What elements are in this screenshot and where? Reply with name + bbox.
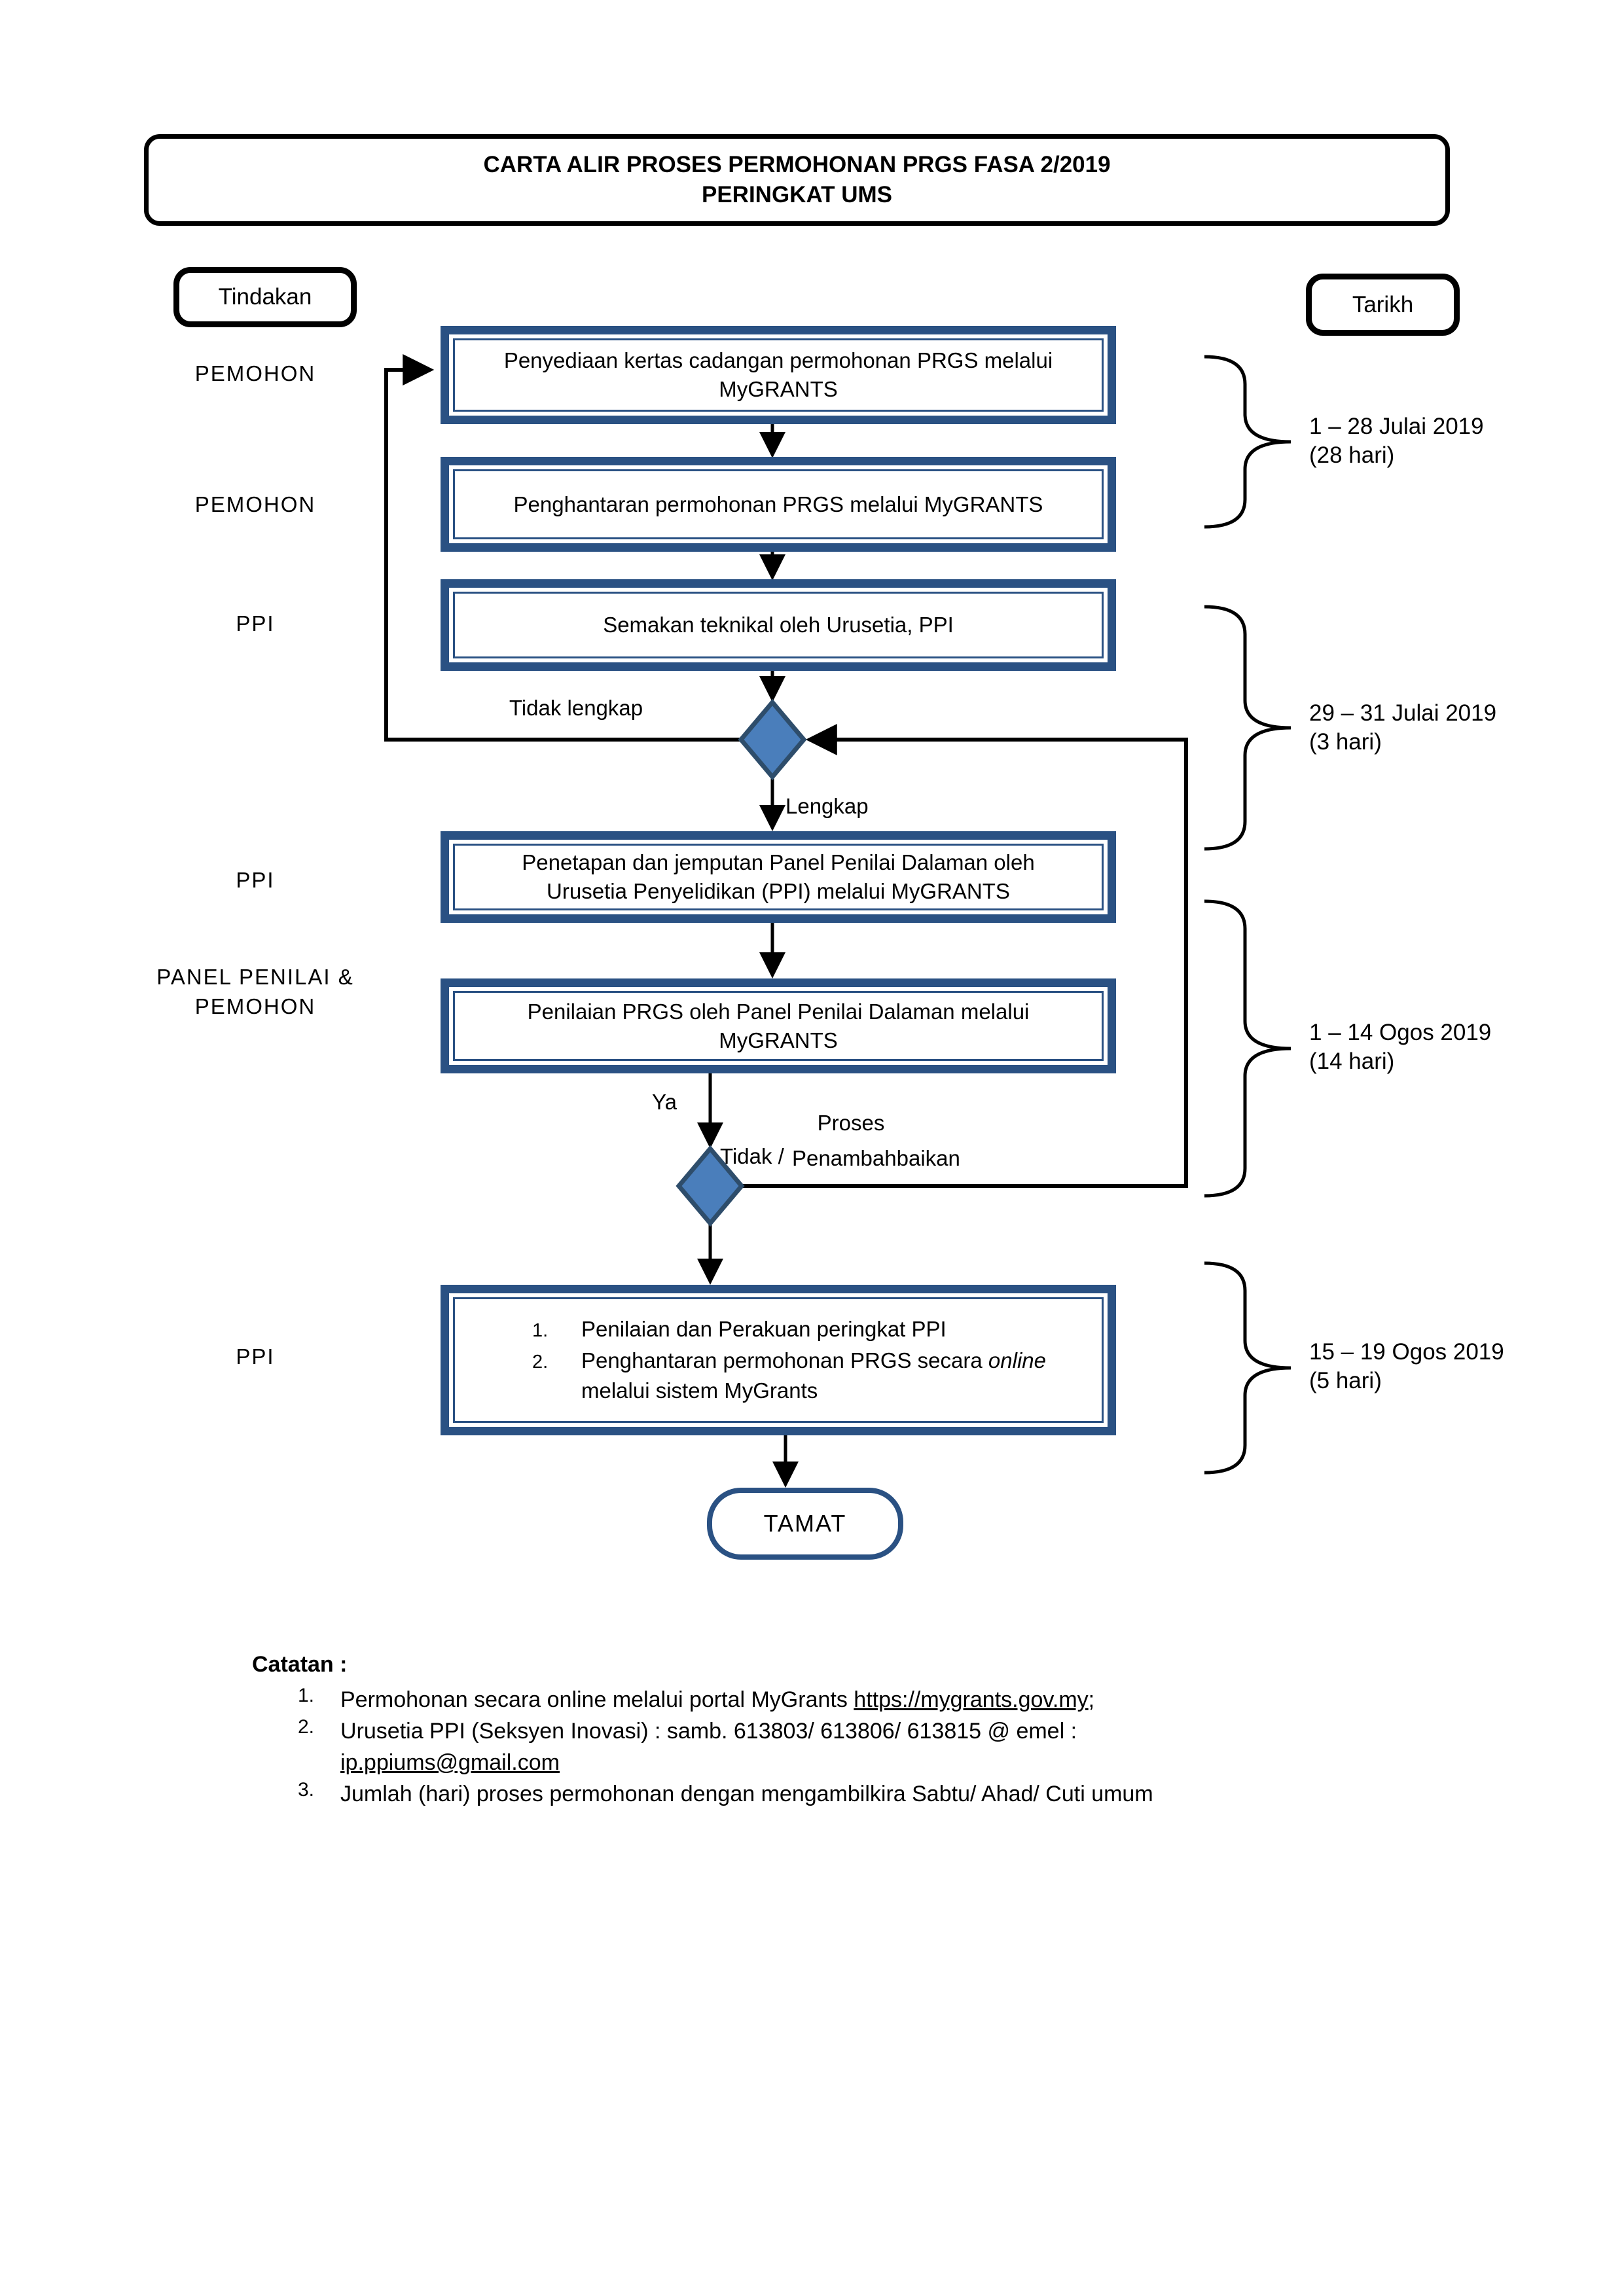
list-item-2-text bbox=[581, 1346, 1108, 1406]
step4-line1: Penetapan dan jemputan Panel Penilai Dalaman oleh bbox=[522, 850, 1035, 874]
note-2-text: Urusetia PPI (Seksyen Inovasi) : samb. 613803/ 613806/ 613815 @ emel : bbox=[340, 1719, 1077, 1744]
actor-panel-penilai-line2: PEMOHON bbox=[194, 994, 316, 1018]
note-1-text bbox=[340, 1685, 1420, 1715]
list-item-1 bbox=[532, 1314, 1108, 1346]
label-lengkap: Lengkap bbox=[785, 794, 869, 818]
actor-ppi-3: PPI bbox=[236, 1344, 275, 1369]
note-3-text: Jumlah (hari) proses permohonan dengan mengambilkira Sabtu/ Ahad/ Cuti umum bbox=[340, 1782, 1153, 1806]
label-penambahbaikan: Penambahbaikan bbox=[792, 1146, 960, 1170]
note-2-link-line bbox=[340, 1748, 1420, 1778]
date-range-3-duration: (14 hari) bbox=[1309, 1049, 1395, 1074]
date-range-4-range: 15 – 19 Ogos 2019 bbox=[1309, 1339, 1504, 1365]
step5-line1: Penilaian PRGS oleh Panel Penilai Dalaman melalui bbox=[527, 999, 1030, 1024]
actor-pemohon-2: PEMOHON bbox=[194, 492, 316, 516]
chart-title-box bbox=[144, 134, 1450, 226]
step4-line2: Urusetia Penyelidikan (PPI) melalui MyGRANTS bbox=[547, 879, 1010, 903]
date-range-4 bbox=[1309, 1338, 1591, 1395]
list-item-1-number: 1. bbox=[532, 1320, 549, 1341]
step-box-perakuan-list bbox=[441, 1285, 1116, 1435]
date-range-2 bbox=[1309, 699, 1591, 757]
date-range-3 bbox=[1309, 1018, 1591, 1076]
step5-line2: MyGRANTS bbox=[719, 1028, 838, 1052]
chart-title-line1: CARTA ALIR PROSES PERMOHONAN PRGS FASA 2/2019 bbox=[483, 152, 1111, 177]
date-range-1-duration: (28 hari) bbox=[1309, 442, 1395, 468]
label-proses: Proses bbox=[817, 1111, 885, 1135]
list-item-2 bbox=[532, 1346, 1108, 1406]
brace-date-4 bbox=[1204, 1263, 1291, 1473]
column-header-tarikh bbox=[1306, 274, 1460, 336]
step-box-penyediaan bbox=[441, 326, 1116, 424]
step3-line1: Semakan teknikal oleh Urusetia, PPI bbox=[603, 613, 954, 637]
brace-date-1 bbox=[1204, 357, 1291, 527]
date-range-3-range: 1 – 14 Ogos 2019 bbox=[1309, 1020, 1492, 1045]
terminal-tamat bbox=[707, 1488, 903, 1560]
actor-pemohon-1: PEMOHON bbox=[194, 361, 316, 386]
decision-diamond-1 bbox=[741, 702, 804, 777]
list-item-1-text: Penilaian dan Perakuan peringkat PPI bbox=[581, 1317, 947, 1341]
list-item-2-pre: Penghantaran permohonan PRGS secara bbox=[581, 1348, 988, 1372]
step2-line1: Penghantaran permohonan PRGS melalui MyGRANTS bbox=[513, 492, 1043, 516]
actor-panel-penilai-line1: PANEL PENILAI & bbox=[156, 965, 354, 989]
step-box-semakan bbox=[441, 579, 1116, 671]
date-range-2-duration: (3 hari) bbox=[1309, 729, 1382, 755]
notes-heading: Catatan : bbox=[252, 1652, 348, 1677]
brace-date-3 bbox=[1204, 901, 1291, 1196]
label-tidak: Tidak / bbox=[720, 1144, 784, 1168]
step-box-penghantaran bbox=[441, 457, 1116, 552]
note-1-link[interactable]: https://mygrants.gov.my bbox=[854, 1687, 1089, 1712]
note-1-number: 1. bbox=[298, 1685, 315, 1706]
note-1-pre: Permohonan secara online melalui portal MyGrants bbox=[340, 1687, 854, 1712]
date-range-1 bbox=[1309, 412, 1591, 470]
label-tidak-lengkap: Tidak lengkap bbox=[509, 696, 643, 720]
note-2-number: 2. bbox=[298, 1716, 315, 1738]
note-3-number: 3. bbox=[298, 1779, 315, 1801]
tarikh-label: Tarikh bbox=[1352, 291, 1414, 317]
actor-ppi-2: PPI bbox=[236, 868, 275, 892]
step-box-penilaian bbox=[441, 978, 1116, 1073]
date-range-4-duration: (5 hari) bbox=[1309, 1368, 1382, 1393]
step-box-penetapan bbox=[441, 831, 1116, 923]
column-header-tindakan bbox=[173, 267, 357, 327]
feedback-tidak-lengkap-line bbox=[386, 370, 741, 740]
list-item-2-number: 2. bbox=[532, 1352, 549, 1372]
brace-date-2 bbox=[1204, 607, 1291, 849]
step1-line1: Penyediaan kertas cadangan permohonan PRGS melalui bbox=[503, 348, 1053, 372]
chart-title-line2: PERINGKAT UMS bbox=[701, 182, 893, 207]
list-item-2-online: online bbox=[988, 1348, 1046, 1372]
label-ya: Ya bbox=[652, 1090, 677, 1114]
actor-ppi-1: PPI bbox=[236, 611, 275, 636]
date-range-2-range: 29 – 31 Julai 2019 bbox=[1309, 700, 1497, 726]
tindakan-label: Tindakan bbox=[218, 284, 312, 310]
note-2-link[interactable]: ip.ppiums@gmail.com bbox=[340, 1750, 560, 1775]
step1-line2: MyGRANTS bbox=[719, 377, 838, 401]
actor-panel-penilai bbox=[144, 962, 367, 1021]
note-1-post: ; bbox=[1088, 1687, 1095, 1712]
date-range-1-range: 1 – 28 Julai 2019 bbox=[1309, 414, 1484, 439]
tamat-label: TAMAT bbox=[763, 1510, 847, 1537]
list-item-2-line2: melalui sistem MyGrants bbox=[581, 1378, 818, 1403]
